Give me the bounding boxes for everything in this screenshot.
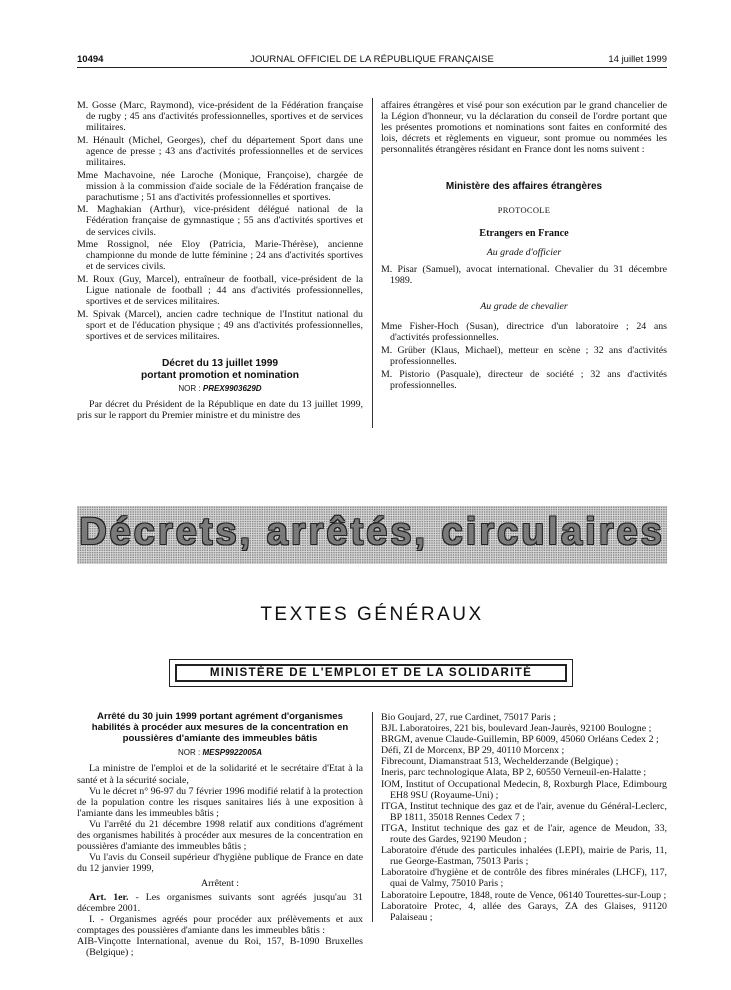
organism-entry: Bio Goujard, 27, rue Cardinet, 75017 Paris ; (381, 712, 556, 723)
organism-entry: BRGM, avenue Claude-Guillemin, BP 6009, 45060 Orléans Cedex 2 ; (381, 734, 659, 746)
banner-title: Décrets, arrêtés, circulaires (79, 511, 665, 553)
organism-entry: ITGA, Institut technique des gaz et de l'air, avenue du Général-Leclerc, BP 1811, 35018 Rennes Cedex 7 ; (381, 800, 667, 823)
top-right-column (381, 100, 667, 392)
publication-date: 14 juillet 1999 (608, 54, 667, 65)
nor-label: NOR : (178, 384, 201, 394)
page-number: 10494 (77, 54, 104, 65)
journal-title: JOURNAL OFFICIEL DE LA RÉPUBLIQUE FRANÇAISE (250, 54, 494, 65)
nor-value: MESP9922005A (202, 748, 263, 758)
award-entry: M. Pisar (Samuel), avocat international. Chevalier du 31 décembre 1989. (381, 263, 667, 286)
arrete-title: Arrêté du 30 juin 1999 portant agrément d'organismes habilités à procéder aux mesures de la concentration en poussières d'amiante des immeubles bâtis (91, 711, 349, 744)
strangers-heading: Etrangers en France (479, 227, 569, 239)
page-header (77, 54, 667, 68)
organism-entry: Laboratoire d'hygiène et de contrôle des fibres minérales (LHCF), 117, quai de Valmy, 75010 Paris ; (381, 867, 667, 890)
section-i: I. - Organismes agréés pour procéder aux prélèvements et aux comptages des poussières d'amiante dans les immeubles bâtis : (77, 913, 363, 936)
header-rule (77, 67, 667, 68)
award-entry: M. Maghakian (Arthur), vice-président délégué national de la Fédération française de gymnastique ; 55 ans d'activités sportives et de services civils. (77, 204, 363, 238)
ministry-box-title: MINISTÈRE DE L'EMPLOI ET DE LA SOLIDARITÉ (175, 664, 567, 682)
ministry-heading: Ministère des affaires étrangères (445, 181, 603, 193)
article-1 (77, 892, 363, 914)
organism-entry: AIB-Vinçotte International, avenue du Roi, 157, B-1090 Bruxelles (Belgique) ; (77, 935, 363, 958)
award-entry: M. Roux (Guy, Marcel), entraîneur de football, vice-président de la Ligue nationale de football ; 44 ans d'activités professionnelles, sportives et de services militaires. (77, 273, 363, 308)
decree-title-line-1: Décret du 13 juillet 1999 (161, 357, 279, 369)
grade-knight-heading: Au grade de chevalier (480, 301, 568, 313)
nor-label: NOR : (177, 748, 201, 758)
decree-title (77, 358, 363, 381)
protocol-heading: PROTOCOLE (497, 204, 551, 215)
organism-entry: Fibrecount, Diamanstraat 513, Wechelderzande (Belgique) ; (381, 756, 619, 768)
article-text: - Les organismes suivants sont agréés jusqu'au 31 décembre 2001. (77, 891, 363, 914)
organism-entry: Laboratoire d'étude des particules inhalées (LEPI), mairie de Paris, 11, rue George-Eastman, 75013 Paris ; (381, 845, 667, 868)
grade-officer-heading: Au grade d'officier (486, 246, 562, 258)
award-entry: M. Grüber (Klaus, Michael), metteur en scène ; 32 ans d'activités professionnelles. (381, 344, 667, 367)
organism-entry: ITGA, Institut technique des gaz et de l'air, agence de Meudon, 33, route des Gardes, 92190 Meudon ; (381, 822, 667, 846)
bottom-right-column (381, 712, 667, 923)
award-entry: M. Pistorio (Pasquale), directeur de société ; 32 ans d'activités professionnelles. (381, 368, 667, 391)
section-banner (77, 506, 667, 564)
award-entry: Mme Rossignol, née Eloy (Patricia, Marie-Thérèse), ancienne championne du monde de lutte féminine ; 24 ans d'activités sportives et de services civils. (77, 239, 363, 273)
award-entry: M. Gosse (Marc, Raymond), vice-président de la Fédération française de rugby ; 45 ans d'activités professionnelles, sportives et de services militaires. (77, 100, 363, 134)
arrete-paragraph: La ministre de l'emploi et de la solidarité et le secrétaire d'Etat à la santé et à la sécurité sociale, (77, 763, 363, 786)
decree-nor (77, 383, 363, 394)
ministry-box (169, 659, 573, 687)
bottom-left-column (77, 712, 363, 958)
decree-text: Par décret du Président de la République en date du 13 juillet 1999, pris sur le rapport du Premier ministre et du ministre des (77, 399, 363, 422)
arretent: Arrêtent : (200, 878, 240, 890)
arrete-paragraph: Vu le décret n° 96-97 du 7 février 1996 modifié relatif à la protection de la population contre les risques sanitaires liés à une exposition à l'amiante dans les immeubles bâtis ; (77, 785, 363, 819)
organism-entry: Défi, ZI de Morcenx, BP 29, 40110 Morcenx ; (381, 745, 565, 757)
decree-title-line-2: portant promotion et nomination (141, 369, 299, 381)
organism-entry: BJL Laboratoires, 221 bis, boulevard Jean-Jaurès, 92100 Boulogne ; (381, 723, 652, 735)
column-divider (372, 98, 373, 428)
decree-continuation: affaires étrangères et visé pour son exécution par le grand chancelier de la Légion d'honneur, vu la déclaration du conseil de l'ordre portant que les présentes promotions et nominations sont faites en conformité des lois, décrets et règlements en vigueur, sont promue ou nommées les personnalités étrangères résidant en France dont les noms suivent : (381, 100, 667, 156)
column-divider (372, 712, 373, 922)
arrete-paragraph: Vu l'arrêté du 21 décembre 1998 relatif aux conditions d'agrément des organismes habilités à procéder aux mesures de la concentration en poussières d'amiante des immeubles bâtis ; (77, 818, 363, 853)
organism-entry: Laboratoire Lepoutre, 1848, route de Vence, 06140 Tourettes-sur-Loup ; (381, 889, 667, 901)
organism-entry: IOM, Institut of Occupational Medecin, 8, Roxburgh Place, Edimbourg EH8 9SU (Royaume-Uni) ; (381, 778, 667, 801)
article-label: Art. 1er. (89, 891, 129, 903)
organism-entry: Ineris, parc technologique Alata, BP 2, 60550 Verneuil-en-Halatte ; (381, 767, 647, 779)
award-entry: Mme Machavoine, née Laroche (Monique, Françoise), chargée de mission à la commission d'aide sociale de la Fédération française de parachutisme ; 51 ans d'activités professionnelles et sportives. (77, 169, 363, 203)
award-entry: M. Hénault (Michel, Georges), chef du département Sport dans une agence de presse ; 43 ans d'activités professionnelles et de services militaires. (77, 134, 363, 168)
organism-entry: Laboratoire Protec, 4, allée des Garays, ZA des Glaises, 91120 Palaiseau ; (381, 900, 667, 923)
arrete-nor (77, 747, 363, 758)
arrete-paragraph: Vu l'avis du Conseil supérieur d'hygiène publique de France en date du 12 janvier 1999, (77, 852, 363, 875)
award-entry: M. Spivak (Marcel), ancien cadre technique de l'Institut national du sport et de l'éducation physique ; 49 ans d'activités professionnelles, sportives et de services militaires. (77, 308, 363, 342)
award-entry: Mme Fisher-Hoch (Susan), directrice d'un laboratoire ; 24 ans d'activités professionnelles. (381, 321, 667, 344)
top-left-column (77, 100, 363, 421)
nor-value: PREX9903629D (202, 384, 262, 394)
section-title: TEXTES GÉNÉRAUX (260, 604, 484, 625)
